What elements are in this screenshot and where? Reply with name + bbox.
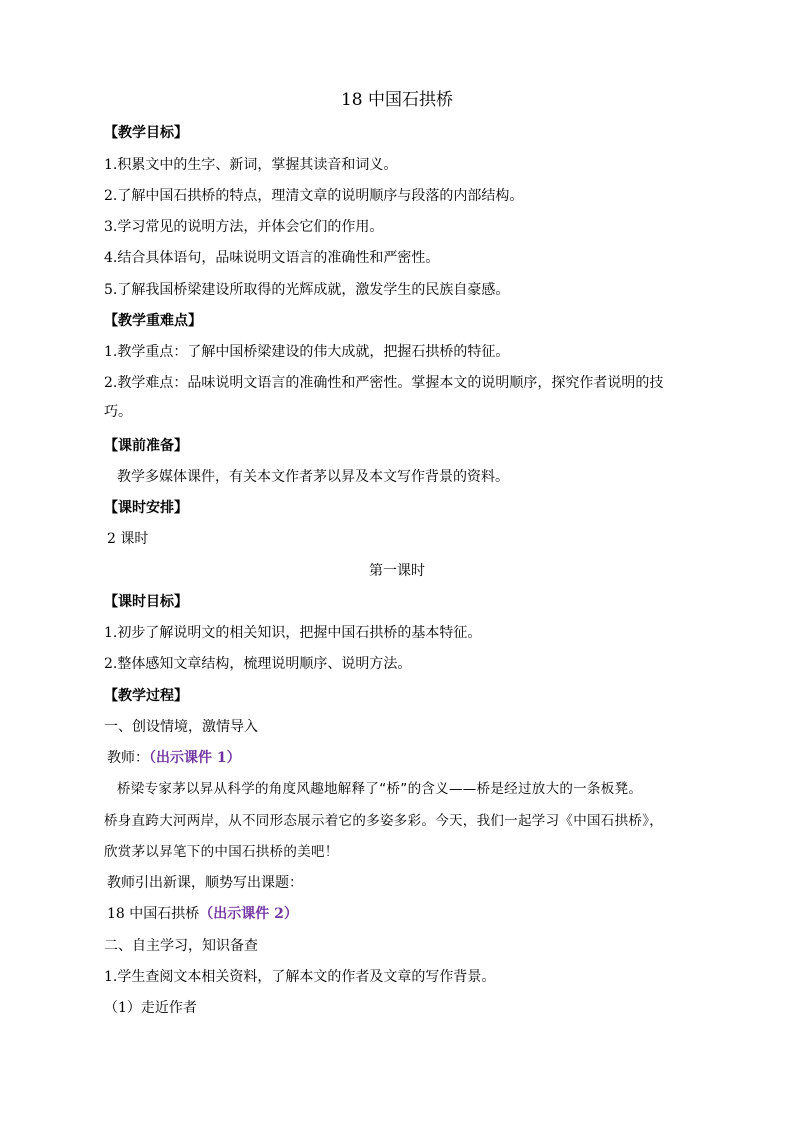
key-point-2-line-1: 2.教学难点：品味说明文语言的准确性和严密性。掌握本文的说明顺序，探究作者说明的技: [104, 375, 664, 391]
key-point-1: 1.教学重点：了解中国桥梁建设的伟大成就，把握石拱桥的特征。: [104, 344, 510, 360]
lesson-goal-2: 2.整体感知文章结构，梳理说明顺序、说明方法。: [104, 656, 412, 672]
teacher-label: 教师：: [107, 750, 149, 766]
section-heading-preparation: 【课前准备】: [104, 438, 188, 454]
preparation-text: 教学多媒体课件，有关本文作者茅以昇及本文写作背景的资料。: [117, 469, 509, 485]
slide-reference-2: （出示课件 2）: [199, 906, 298, 922]
process-section-2: 二、自主学习，知识备查: [104, 938, 258, 954]
topic-text: 18 中国石拱桥: [107, 906, 200, 922]
section-heading-key-points: 【教学重难点】: [104, 313, 202, 329]
quote-line-1: 桥梁专家茅以昇从科学的角度风趣地解释了“桥”的含义——桥是经过放大的一条板凳。: [117, 781, 643, 797]
lead-in-text: 教师引出新课，顺势写出课题：: [107, 875, 303, 891]
section-heading-lesson-goals: 【课时目标】: [104, 594, 188, 610]
process-sub-item-1: （1）走近作者: [104, 1000, 197, 1016]
goal-item-1: 1.积累文中的生字、新词，掌握其读音和词义。: [104, 157, 398, 173]
slide-reference-1: （出示课件 1）: [149, 750, 241, 766]
goal-item-4: 4.结合具体语句，品味说明文语言的准确性和严密性。: [104, 250, 440, 266]
goal-item-3: 3.学习常见的说明方法，并体会它们的作用。: [104, 219, 384, 235]
section-heading-process: 【教学过程】: [104, 688, 188, 704]
process-section-1: 一、创设情境，激情导入: [104, 719, 258, 735]
section-heading-teaching-goals: 【教学目标】: [104, 125, 188, 141]
quote-line-2: 桥身直跨大河两岸，从不同形态展示着它的多姿多彩。今天，我们一起学习《中国石拱桥》，: [104, 813, 664, 829]
teacher-line: [107, 748, 727, 768]
lesson-title: 第一课时: [369, 563, 425, 579]
quote-line-3: 欣赏茅以昇笔下的中国石拱桥的美吧！: [104, 844, 339, 860]
schedule-text: 2 课时: [107, 531, 149, 547]
goal-item-2: 2.了解中国石拱桥的特点，理清文章的说明顺序与段落的内部结构。: [104, 188, 524, 204]
lesson-goal-1: 1.初步了解说明文的相关知识，把握中国石拱桥的基本特征。: [104, 625, 482, 641]
key-point-2-line-2: 巧。: [104, 404, 132, 420]
section-heading-schedule: 【课时安排】: [104, 500, 188, 516]
topic-line: [107, 904, 727, 924]
page-title: 18 中国石拱桥: [340, 90, 454, 110]
goal-item-5: 5.了解我国桥梁建设所取得的光辉成就，激发学生的民族自豪感。: [104, 282, 510, 298]
process-step-1: 1.学生查阅文本相关资料，了解本文的作者及文章的写作背景。: [104, 969, 496, 985]
